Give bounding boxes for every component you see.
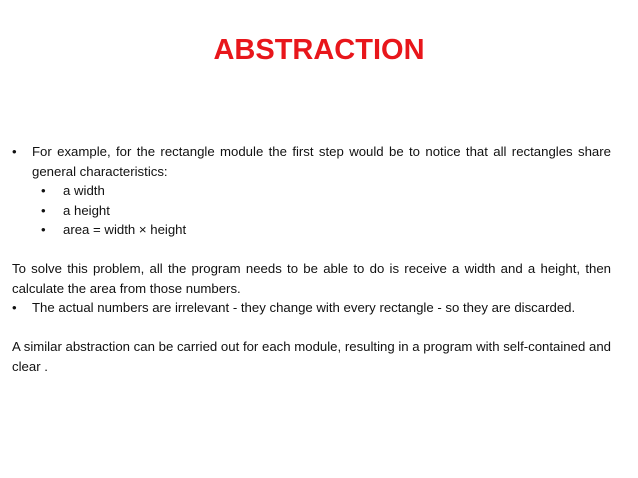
bullet-icon: • <box>12 144 17 159</box>
bullet-item-example <box>12 142 611 181</box>
spacer <box>12 318 611 338</box>
bullet-icon: • <box>41 202 46 218</box>
bullet-icon: • <box>41 222 46 237</box>
spacer <box>12 240 611 260</box>
sub-bullet-text-height: a height <box>63 202 110 218</box>
slide-body <box>12 142 611 376</box>
sub-bullet-text-area: area = width × height <box>63 222 187 237</box>
sub-bullet-item-area <box>12 220 611 240</box>
bullet-text-example: For example, for the rectangle module the first step would be to notice that all rectangles share general characteristics: <box>32 144 611 179</box>
paragraph-similar: A similar abstraction can be carried out for each module, resulting in a program with self-contained and clear . <box>12 339 611 374</box>
bullet-icon: • <box>12 300 17 315</box>
sub-bullet-text-width: a width <box>63 183 105 198</box>
sub-bullet-item-height <box>12 201 611 221</box>
slide-title: ABSTRACTION <box>213 34 425 66</box>
bullet-text-numbers: The actual numbers are irrelevant - they change with every rectangle - so they are discarded. <box>32 300 576 315</box>
sub-bullet-item-width <box>12 181 611 201</box>
bullet-icon: • <box>41 183 46 198</box>
bullet-item-numbers <box>12 298 611 318</box>
paragraph-solve: To solve this problem, all the program needs to be able to do is receive a width and a height, then calculate the area from those numbers. <box>12 261 611 296</box>
